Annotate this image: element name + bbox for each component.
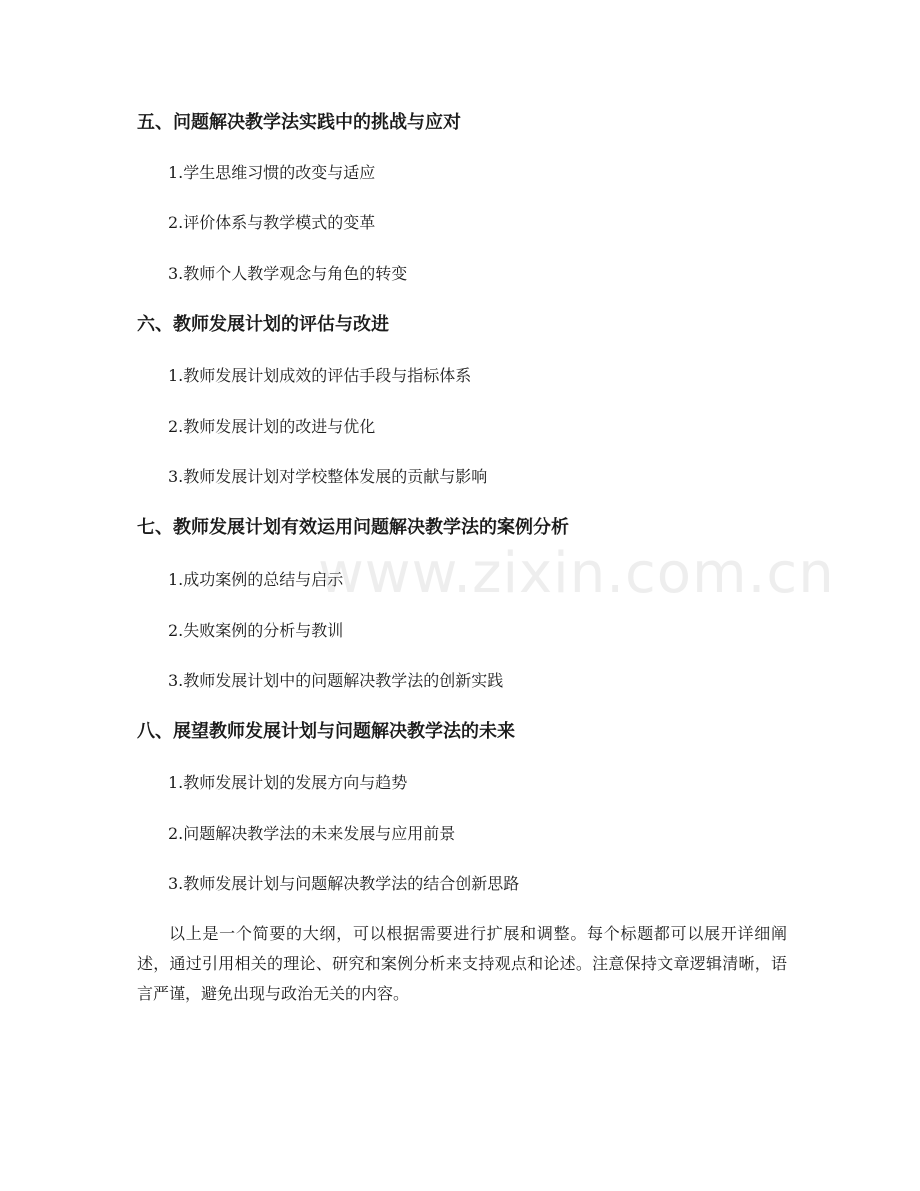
list-item: 2.失败案例的分析与教训	[168, 621, 344, 640]
list-item: 3.教师发展计划与问题解决教学法的结合创新思路	[168, 874, 520, 893]
list-item: 1.教师发展计划成效的评估手段与指标体系	[168, 366, 472, 385]
section-heading: 七、教师发展计划有效运用问题解决教学法的案例分析	[137, 517, 569, 538]
list-item: 3.教师发展计划对学校整体发展的贡献与影响	[168, 467, 488, 486]
list-item: 1.成功案例的总结与启示	[168, 570, 344, 589]
closing-paragraph: 以上是一个简要的大纲，可以根据需要进行扩展和调整。每个标题都可以展开详细阐述，通过引用相关的理论、研究和案例分析来支持观点和论述。注意保持文章逻辑清晰，语言严谨，避免出现与政治无关的内容。	[137, 924, 787, 1003]
list-item: 1.教师发展计划的发展方向与趋势	[168, 773, 408, 792]
watermark: www.zixin.com.cn	[318, 541, 835, 606]
list-item: 2.问题解决教学法的未来发展与应用前景	[168, 824, 456, 843]
list-item: 3.教师个人教学观念与角色的转变	[168, 264, 408, 283]
section-heading: 五、问题解决教学法实践中的挑战与应对	[137, 112, 461, 133]
section-heading: 六、教师发展计划的评估与改进	[137, 314, 389, 335]
list-item: 3.教师发展计划中的问题解决教学法的创新实践	[168, 671, 504, 690]
list-item: 1.学生思维习惯的改变与适应	[168, 163, 376, 182]
section-heading: 八、展望教师发展计划与问题解决教学法的未来	[137, 721, 515, 742]
list-item: 2.教师发展计划的改进与优化	[168, 417, 376, 436]
list-item: 2.评价体系与教学模式的变革	[168, 213, 376, 232]
